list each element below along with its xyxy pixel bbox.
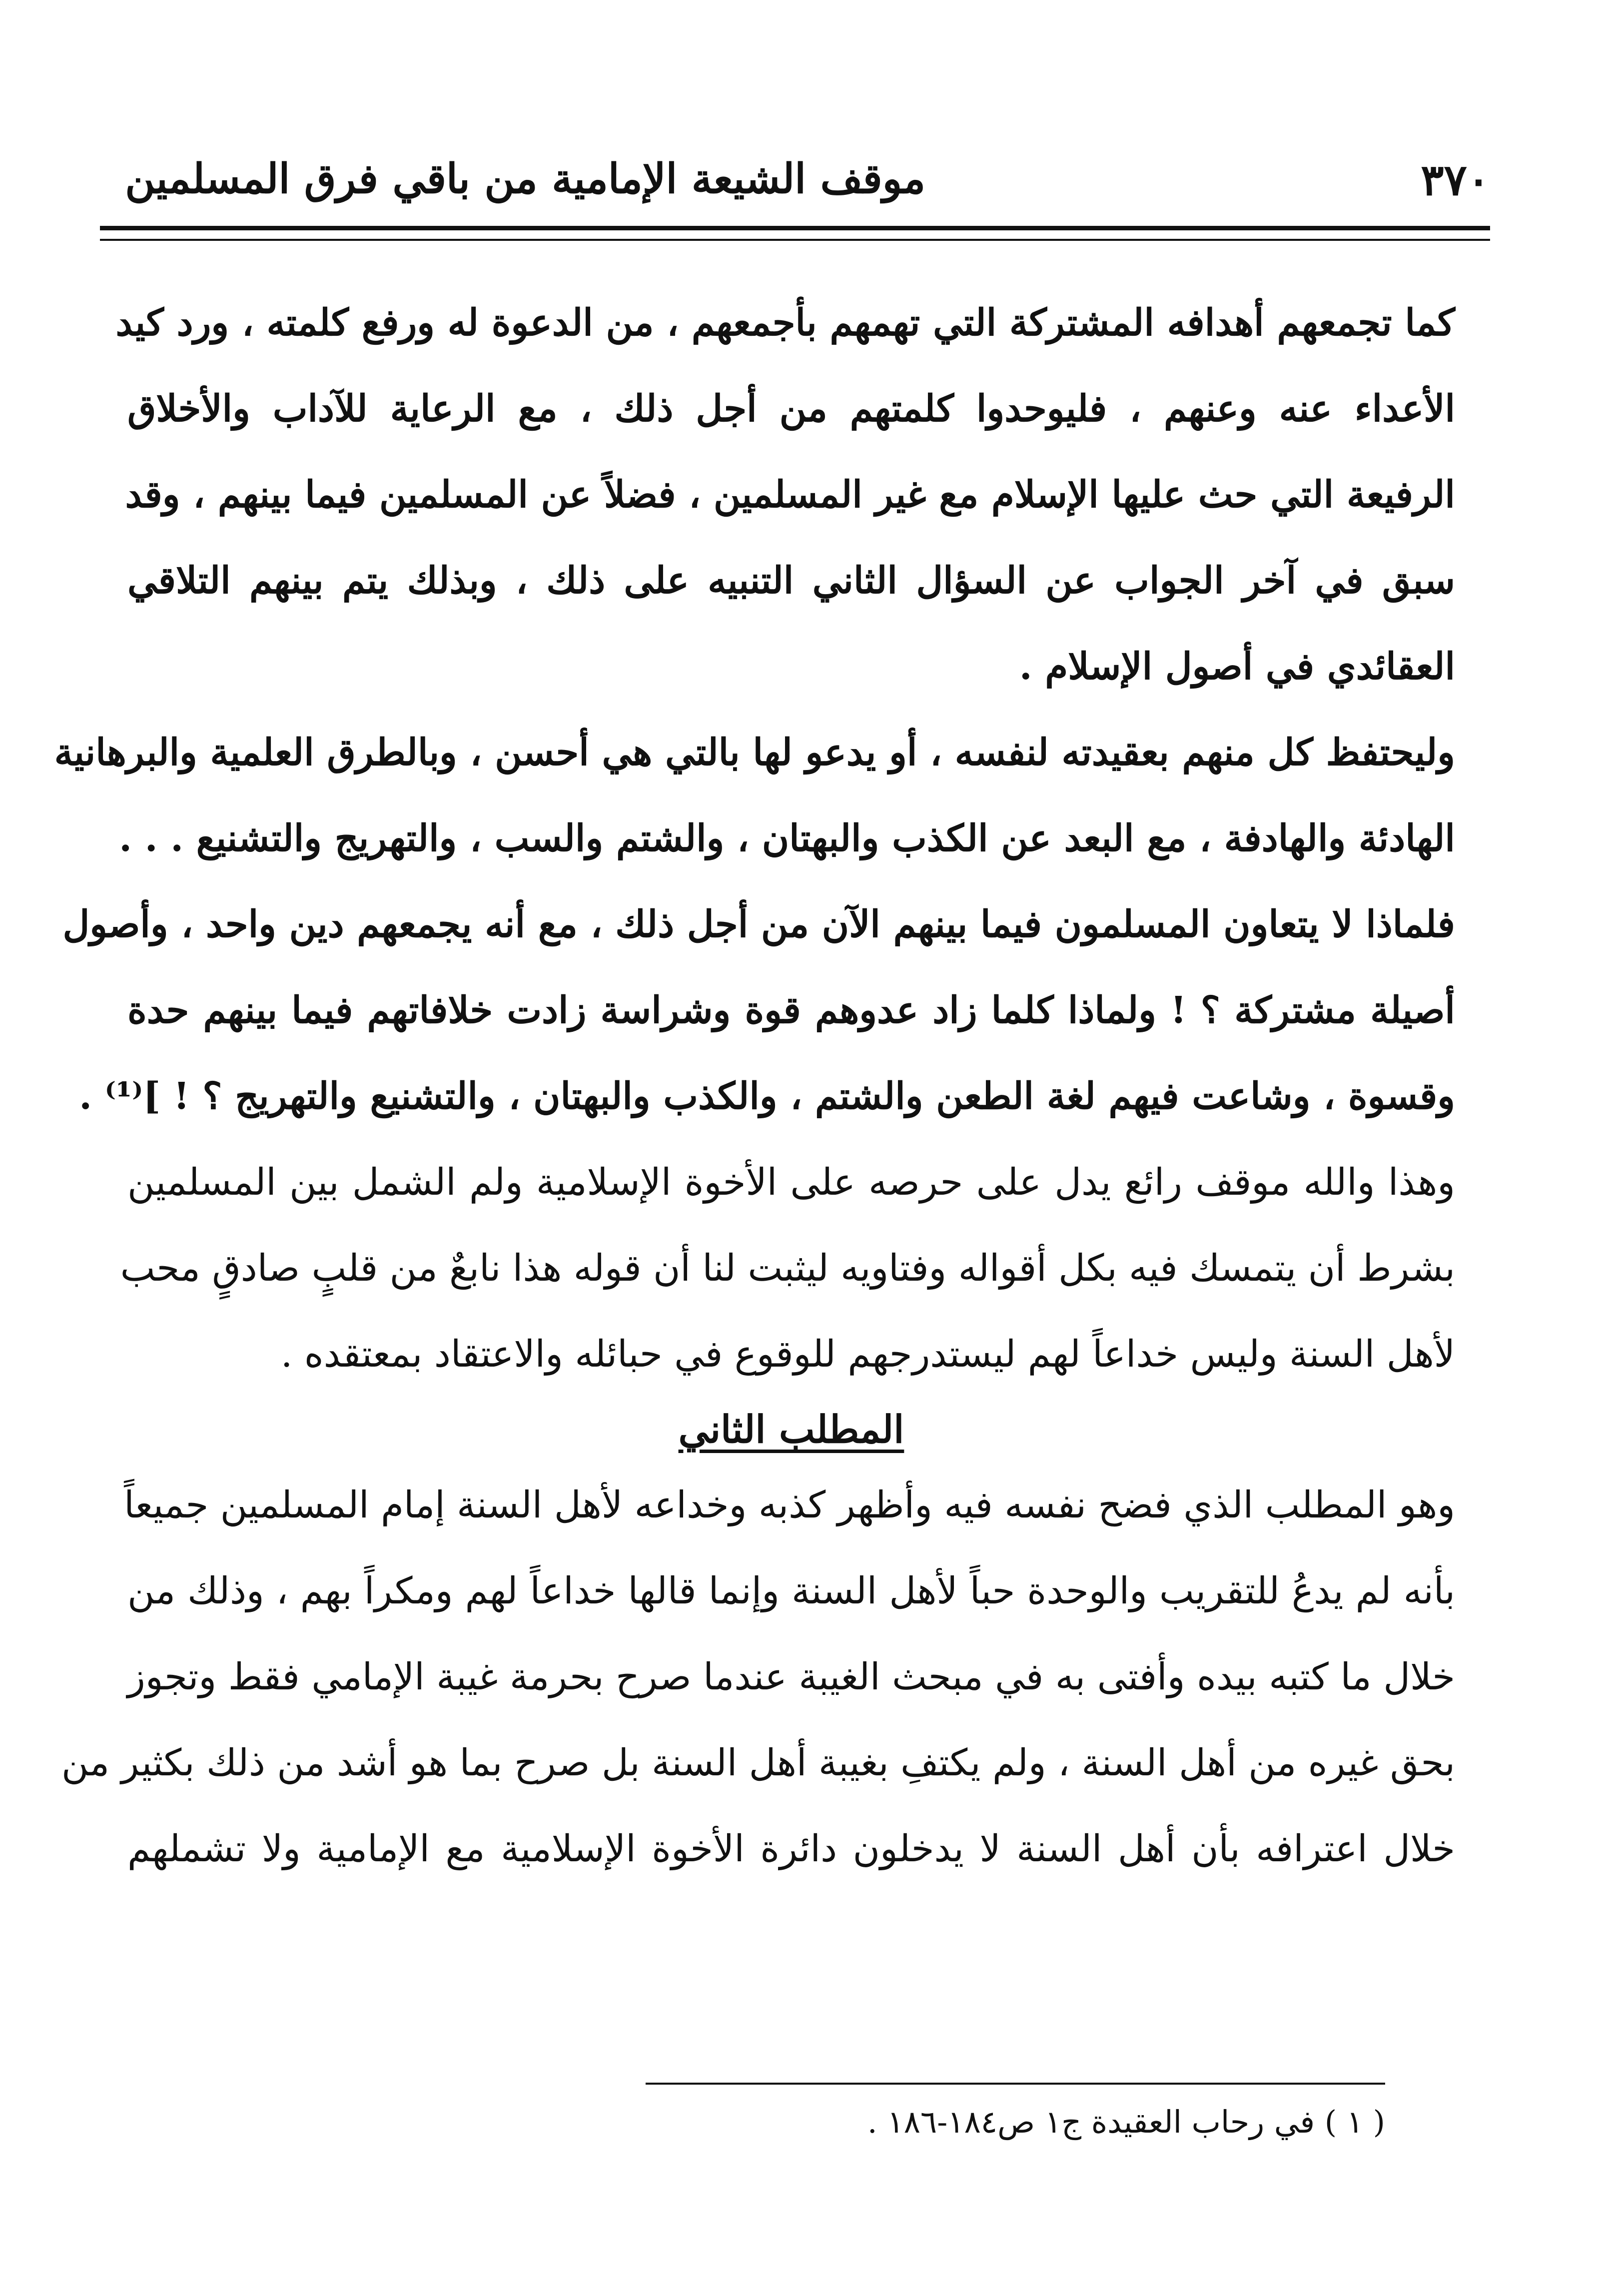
header-rule-thin: [100, 239, 1490, 241]
text-line: وهو المطلب الذي فضح نفسه فيه وأظهر كذبه وخداعه لأهل السنة إمام المسلمين جميعاً: [124, 1484, 1455, 1527]
footnote: ( ١ ) في رحاب العقيدة ج١ ص١٨٤-١٨٦ .: [867, 2104, 1385, 2140]
text-line: الأعداء عنه وعنهم ، فليوحدوا كلمتهم من أجل ذلك ، مع الرعاية للآداب والأخلاق: [127, 387, 1455, 430]
text-line: بحق غيره من أهل السنة ، ولم يكتفِ بغيبة أهل السنة بل صرح بما هو أشد من ذلك بكثير من: [61, 1741, 1455, 1784]
text-line: أصيلة مشتركة ؟ ! ولماذا كلما زاد عدوهم قوة وشراسة زادت خلافاتهم فيما بينهم حدة: [127, 989, 1455, 1032]
page-header: [100, 150, 1490, 215]
text-line: كما تجمعهم أهدافه المشتركة التي تهمهم بأجمعهم ، من الدعوة له ورفع كلمته ، ورد كيد: [115, 301, 1455, 344]
running-title: موقف الشيعة الإمامية من باقي فرق المسلمين: [125, 155, 925, 203]
text-line: الرفيعة التي حث عليها الإسلام مع غير المسلمين ، فضلاً عن المسلمين فيما بينهم ، وقد: [125, 473, 1455, 516]
text-line: الهادئة والهادفة ، مع البعد عن الكذب والبهتان ، والشتم والسب ، والتهريج والتشنيع . . .: [119, 817, 1455, 860]
text-line: وليحتفظ كل منهم بعقيدته لنفسه ، أو يدعو لها بالتي هي أحسن ، وبالطرق العلمية والبرهانية: [54, 731, 1455, 774]
text-line: خلال اعترافه بأن أهل السنة لا يدخلون دائرة الأخوة الإسلامية مع الإمامية ولا تشملهم: [127, 1827, 1455, 1870]
header-rule-thick: [100, 226, 1490, 230]
text-line: وهذا والله موقف رائع يدل على حرصه على الأخوة الإسلامية ولم الشمل بين المسلمين: [127, 1161, 1455, 1204]
text-line: خلال ما كتبه بيده وأفتى به في مبحث الغيبة عندما صرح بحرمة غيبة الإمامي فقط وتجوز: [127, 1655, 1455, 1698]
text-line: بأنه لم يدعُ للتقريب والوحدة حباً لأهل السنة وإنما قالها خداعاً لهم ومكراً بهم ، وذلك من: [127, 1569, 1455, 1612]
text-line: العقائدي في أصول الإسلام .: [1019, 645, 1455, 688]
text-line: فلماذا لا يتعاون المسلمون فيما بينهم الآن من أجل ذلك ، مع أنه يجمعهم دين واحد ، وأصول: [62, 903, 1455, 946]
text-line: وقسوة ، وشاعت فيهم لغة الطعن والشتم ، والكذب والبهتان ، والتشنيع والتهريج ؟ ! ]⁽¹⁾ .: [79, 1075, 1455, 1118]
text-line: بشرط أن يتمسك فيه بكل أقواله وفتاويه ليثبت لنا أن قوله هذا نابعٌ من قلبٍ صادقٍ محب: [120, 1247, 1455, 1290]
text-line: لأهل السنة وليس خداعاً لهم ليستدرجهم للوقوع في حبائله والاعتقاد بمعتقده .: [280, 1333, 1455, 1376]
body-text: [54, 280, 1455, 1892]
section-heading-text: المطلب الثاني: [678, 1407, 904, 1452]
footnote-rule: [646, 2083, 1385, 2085]
text-line: سبق في آخر الجواب عن السؤال الثاني التنبيه على ذلك ، وبذلك يتم بينهم التلاقي: [127, 559, 1455, 602]
section-heading: [127, 1397, 1455, 1462]
page-number: ٣٧٠: [1421, 155, 1490, 205]
